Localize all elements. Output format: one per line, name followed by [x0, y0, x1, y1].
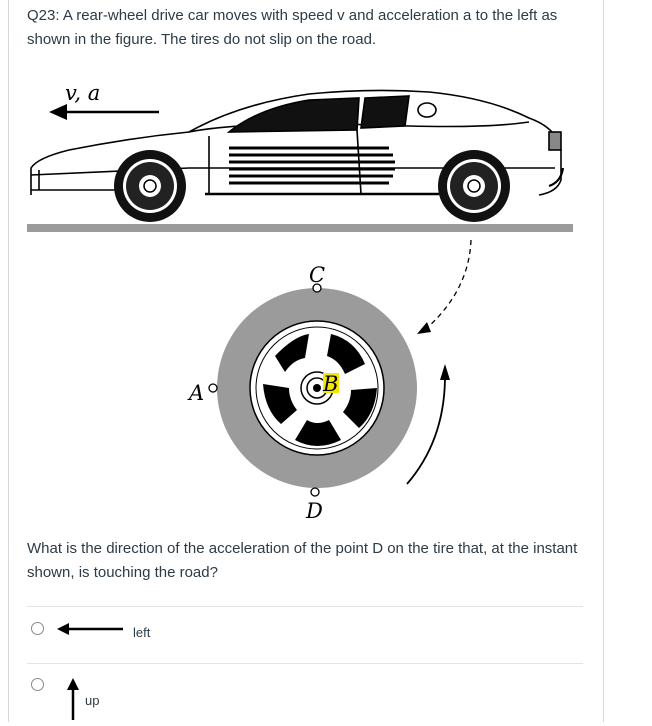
- answer-choices: [27, 606, 583, 726]
- point-a-marker: [209, 384, 217, 392]
- question-card: [8, 0, 604, 722]
- rear-wheel-icon: [438, 150, 510, 222]
- radio-up[interactable]: [31, 678, 44, 691]
- radio-left[interactable]: [31, 622, 44, 635]
- dashed-zoom-arrow-icon: [417, 240, 471, 334]
- choice-up-label: up: [85, 693, 100, 708]
- choice-up[interactable]: [27, 663, 583, 726]
- choice-left-label: left: [133, 625, 151, 640]
- question-prompt: Q23: A rear-wheel drive car moves with speed v and acceleration a to the left as shown in the figure. The tires do not slip on the road.: [27, 7, 558, 48]
- arrow-up-icon: [67, 678, 79, 720]
- point-d-label: D: [306, 499, 323, 523]
- velocity-arrow-icon: [49, 104, 159, 120]
- motion-label: v, a: [65, 81, 101, 105]
- choice-left[interactable]: [27, 606, 583, 663]
- point-a-label: A: [189, 381, 205, 405]
- point-c-label: C: [309, 263, 326, 287]
- enlarged-tire: [217, 288, 417, 488]
- sub-question: What is the direction of the acceleration of the point D on the tire that, at the instant shown, is touching the road?: [27, 540, 578, 581]
- arrow-left-icon: [57, 623, 125, 635]
- point-d-marker: [311, 488, 319, 496]
- road: [27, 224, 573, 232]
- car-wheel-figure: [9, 0, 603, 530]
- point-b-label: B: [323, 372, 339, 396]
- front-wheel-icon: [114, 150, 186, 222]
